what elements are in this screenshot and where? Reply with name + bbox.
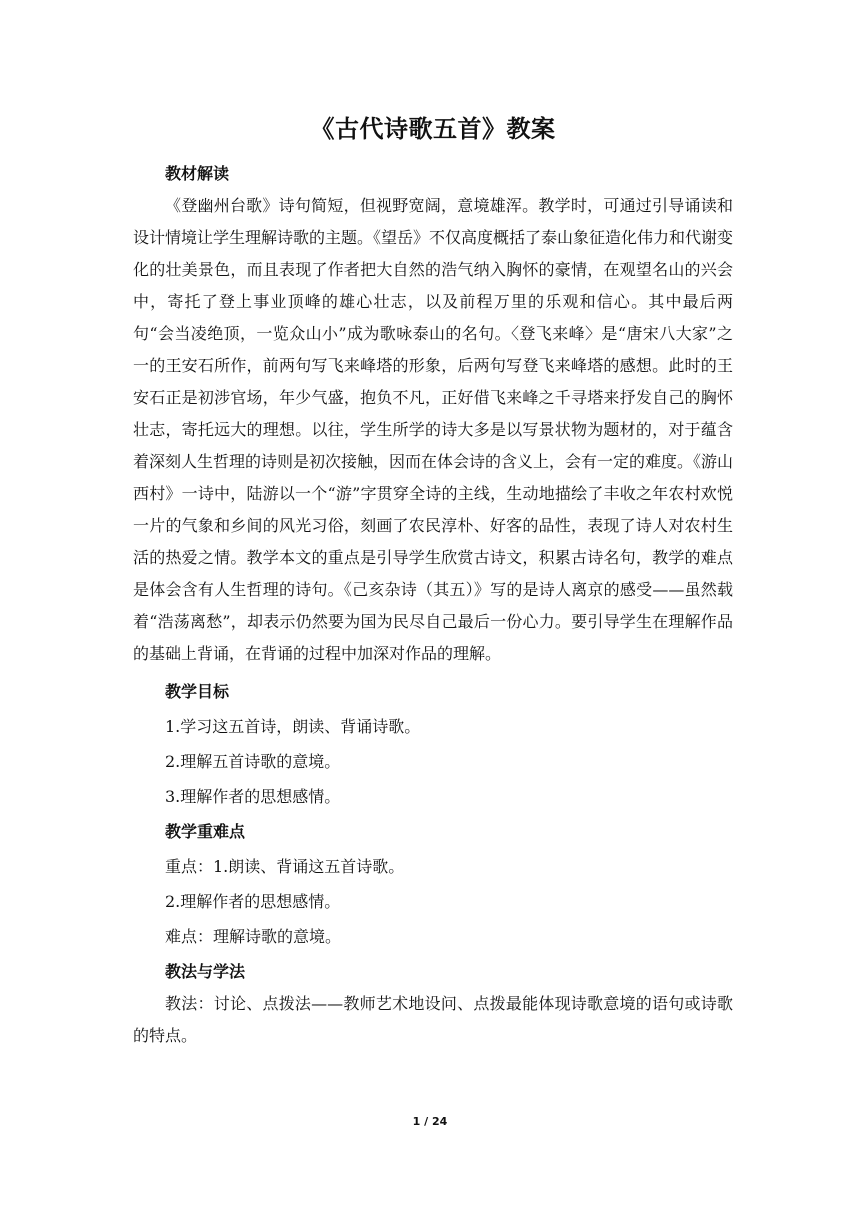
page-number: 1 / 24 (412, 1115, 448, 1128)
list-item-key-point-2: 2.理解作者的思想感情。 (165, 892, 341, 911)
list-item-goal-2: 2.理解五首诗歌的意境。 (165, 752, 341, 771)
document-body (133, 112, 733, 1052)
paragraph-teaching-method: 教法：讨论、点拨法——教师艺术地设问、点拨最能体现诗歌意境的语句或诗歌的特点。 (133, 994, 733, 1045)
section-heading-textbook-reading: 教材解读 (165, 164, 230, 183)
section-heading-methods: 教法与学法 (165, 962, 246, 981)
section-heading-key-difficult-points: 教学重难点 (165, 822, 246, 841)
list-item-goal-1: 1.学习这五首诗，朗读、背诵诗歌。 (165, 717, 421, 736)
list-item-difficult-point: 难点：理解诗歌的意境。 (165, 927, 342, 946)
paragraph-textbook-reading: 《登幽州台歌》诗句简短，但视野宽阔，意境雄浑。教学时，可通过引导诵读和设计情境让学生理解诗歌的主题。《望岳》不仅高度概括了泰山象征造化伟力和代谢变化的壮美景色，而且表现了作者把大自然的浩气纳入胸怀的豪情，在观望名山的兴会中，寄托了登上事业顶峰的雄心壮志，以及前程万里的乐观和信心。其中最后两句“会当凌绝顶，一览众山小”成为歌咏泰山的名句。〈登飞来峰〉是“唐宋八大家”之一的王安石所作，前两句写飞来峰塔的形象，后两句写登飞来峰塔的感想。此时的王安石正是初涉官场，年少气盛，抱负不凡，正好借飞来峰之千寻塔来抒发自己的胸怀壮志，寄托远大的理想。以往，学生所学的诗大多是以写景状物为题材的，对于蕴含着深刻人生哲理的诗则是初次接触，因而在体会诗的含义上，会有一定的难度。《游山西村》一诗中，陆游以一个“游”字贯穿全诗的主线，生动地描绘了丰收之年农村欢悦一片的气象和乡间的风光习俗，刻画了农民淳朴、好客的品性，表现了诗人对农村生活的热爱之情。教学本文的重点是引导学生欣赏古诗文，积累古诗名句，教学的难点是体会含有人生哲理的诗句。《己亥杂诗（其五）》写的是诗人离京的感受——虽然载着“浩荡离愁”，却表示仍然要为国为民尽自己最后一份心力。要引导学生在理解作品的基础上背诵，在背诵的过程中加深对作品的理解。 (133, 196, 734, 663)
page-title: 《古代诗歌五首》教案 (310, 114, 556, 143)
list-item-key-point: 重点：1.朗读、背诵这五首诗歌。 (165, 857, 405, 876)
list-item-goal-3: 3.理解作者的思想感情。 (165, 787, 341, 806)
section-heading-teaching-goals: 教学目标 (165, 682, 230, 701)
